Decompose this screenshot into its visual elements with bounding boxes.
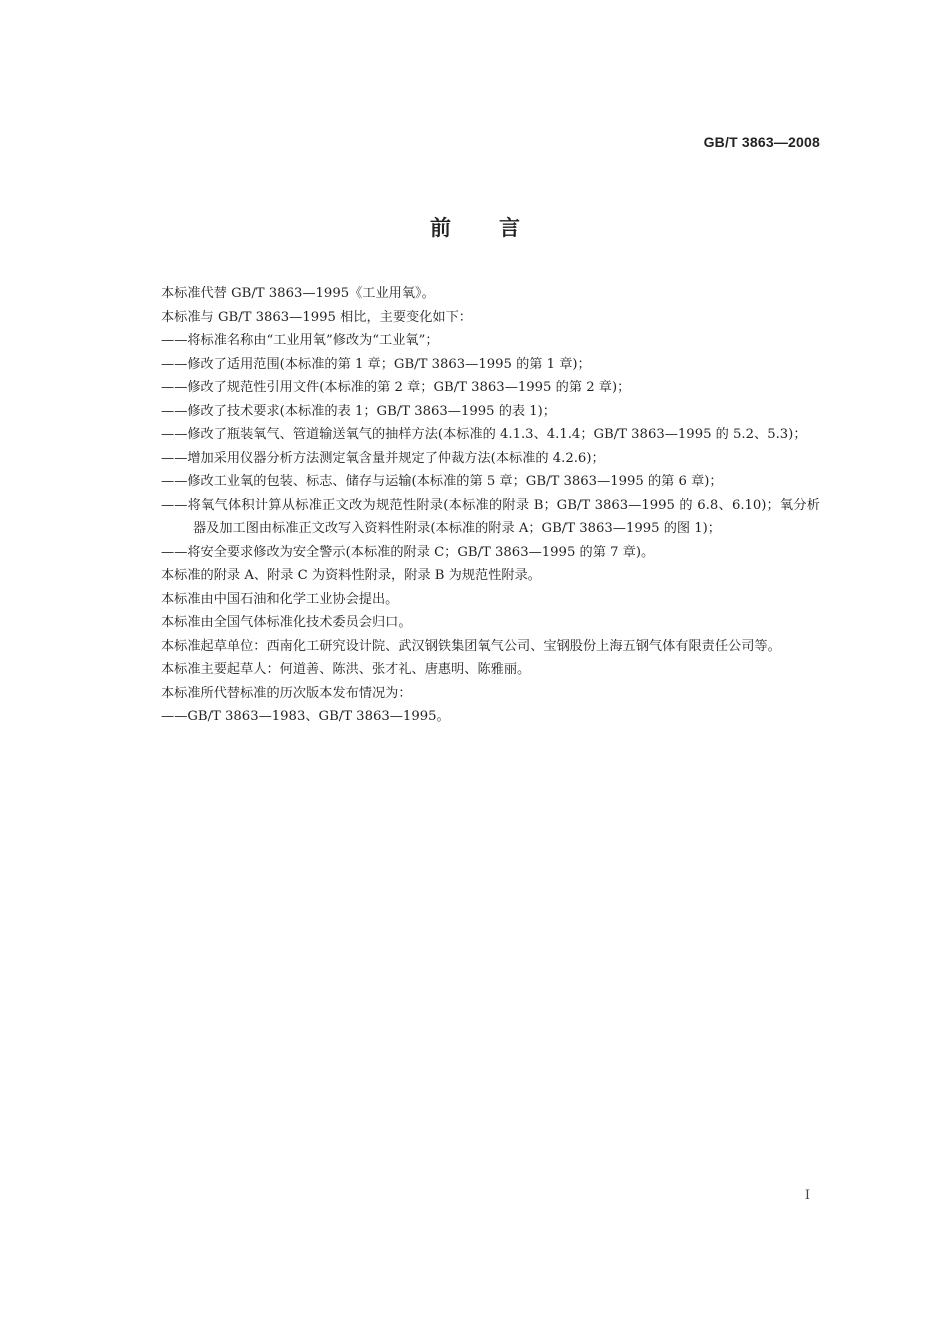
paragraph-drafting-units: 本标准起草单位：西南化工研究设计院、武汉钢铁集团氧气公司、宝钢股份上海五钢气体有限责任公司等。	[161, 638, 781, 654]
paragraph-changes-intro: 本标准与 GB/T 3863—1995 相比，主要变化如下：	[161, 309, 472, 325]
history-item: ——GB/T 3863—1983、GB/T 3863—1995。	[161, 709, 450, 724]
change-item: ——将氧气体积计算从标准正文改为规范性附录(本标准的附录 B；GB/T 3863—1995 的 6.8、6.10)；氧分析器及加工图由标准正文改写入资料性附录(本标准的附录 A；GB/T 3863—1995 的图 1)；	[161, 497, 820, 536]
change-item: ——将安全要求修改为安全警示(本标准的附录 C；GB/T 3863—1995 的第 7 章)。	[161, 544, 655, 560]
change-item: ——修改了瓶装氧气、管道输送氧气的抽样方法(本标准的 4.1.3、4.1.4；GB/T 3863—1995 的 5.2、5.3)；	[161, 427, 807, 442]
paragraph-proposer: 本标准由中国石油和化学工业协会提出。	[161, 591, 399, 607]
change-item: ——修改了技术要求(本标准的表 1；GB/T 3863—1995 的表 1)；	[161, 403, 556, 419]
paragraph-drafters: 本标准主要起草人：何道善、陈洪、张才礼、唐惠明、陈雅丽。	[161, 662, 531, 677]
change-item: ——增加采用仪器分析方法测定氧含量并规定了仲裁方法(本标准的 4.2.6)；	[161, 450, 605, 466]
page-title: 前言	[430, 216, 568, 240]
change-item: ——修改了适用范围(本标准的第 1 章；GB/T 3863—1995 的第 1 章)；	[161, 356, 591, 372]
foreword-body	[130, 282, 820, 729]
paragraph-history-intro: 本标准所代替标准的历次版本发布情况为：	[161, 685, 412, 701]
change-item: ——修改了规范性引用文件(本标准的第 2 章；GB/T 3863—1995 的第 2 章)；	[161, 380, 631, 395]
page-number: I	[804, 1188, 810, 1203]
change-item: ——修改工业氧的包装、标志、储存与运输(本标准的第 5 章；GB/T 3863—1995 的第 6 章)；	[161, 474, 723, 489]
paragraph-annexes: 本标准的附录 A、附录 C 为资料性附录，附录 B 为规范性附录。	[161, 568, 541, 583]
paragraph-committee: 本标准由全国气体标准化技术委员会归口。	[161, 615, 412, 630]
change-item: ——将标准名称由“工业用氧”修改为“工业氧”；	[161, 333, 439, 348]
standard-code: GB/T 3863—2008	[703, 134, 820, 150]
paragraph-replacement: 本标准代替 GB/T 3863—1995《工业用氧》。	[161, 286, 435, 301]
